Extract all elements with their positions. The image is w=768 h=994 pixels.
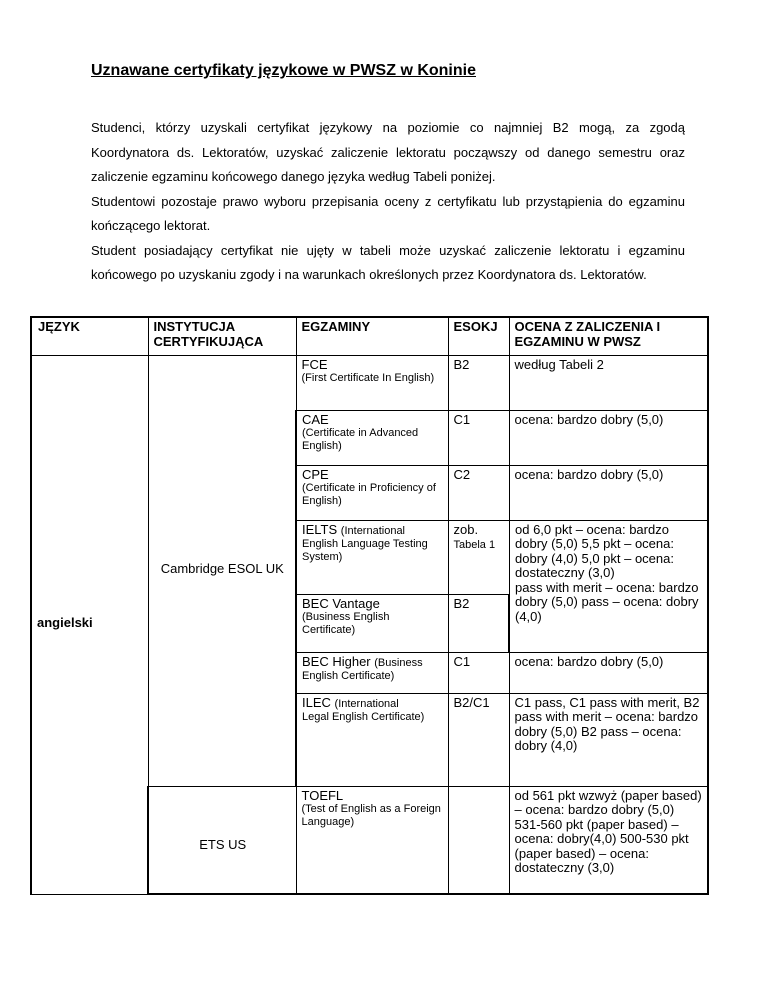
exam-name: BEC Higher xyxy=(302,653,371,669)
exam-description: (First Certificate In English) xyxy=(301,372,435,384)
grade-cell: od 561 pkt wzwyż (paper based) – ocena: bardzo dobry (5,0) 531-560 pkt (paper based) – ocena: dobry(4,0) 500-530 pkt (paper based) – ocena: dostateczny (3,0) xyxy=(509,786,708,894)
exam-description: (Business English Certificate) xyxy=(302,611,390,636)
exam-name: CAE xyxy=(302,411,329,427)
header-grade: OCENA Z ZALICZENIA I EGZAMINU W PWSZ xyxy=(509,317,708,355)
grade-cell: ocena: bardzo dobry (5,0) xyxy=(509,410,708,465)
intro-text xyxy=(91,116,685,288)
exam-name: TOEFL xyxy=(301,787,344,803)
exam-cell xyxy=(296,594,448,652)
level-value: zob. xyxy=(453,521,479,537)
level-cell: B2 xyxy=(448,594,509,652)
exam-description: (Certificate in Advanced English) xyxy=(302,427,419,452)
level-cell xyxy=(448,520,509,594)
exam-description: Legal English Certificate) xyxy=(302,711,425,723)
grade-cell: C1 pass, C1 pass with merit, B2 pass with merit – ocena: bardzo dobry (5,0) B2 pass – ocena: dobry (4,0) xyxy=(509,693,708,786)
exam-description-inline: (International xyxy=(334,697,399,710)
exam-description-inline: (Business xyxy=(374,656,423,669)
level-cell: C2 xyxy=(448,465,509,520)
grade-cell xyxy=(509,520,708,652)
certificates-table xyxy=(30,316,709,895)
intro-paragraph-3: Student posiadający certyfikat nie ujęty w tabeli może uzyskać zaliczenie lektoratu i egzaminu końcowego po uzyskaniu zgody i na warunkach określonych przez Koordynatora ds. Lektoratów. xyxy=(91,242,685,282)
intro-paragraph-1: Studenci, którzy uzyskali certyfikat językowy na poziomie co najmniej B2 mogą, za zgodą Koordynatora ds. Lektoratów, uzyskać zaliczenie lektoratu począwszy od danego semestru oraz zaliczenie egzaminu końcowego danego języka według Tabeli poniżej. xyxy=(91,120,685,184)
table-row xyxy=(31,355,708,410)
grade-cell: ocena: bardzo dobry (5,0) xyxy=(509,652,708,693)
language-cell: angielski xyxy=(31,355,148,894)
level-cell: C1 xyxy=(448,652,509,693)
exam-name: FCE xyxy=(301,356,328,372)
exam-cell xyxy=(296,410,448,465)
grade-ielts: od 6,0 pkt – ocena: bardzo dobry (5,0) 5,5 pkt – ocena: dobry (4,0) 5,0 pkt – ocena: dostateczny (3,0) xyxy=(515,521,674,580)
exam-cell xyxy=(296,355,448,410)
header-exams: EGZAMINY xyxy=(296,317,448,355)
level-cell: B2 xyxy=(448,355,509,410)
exam-description-inline: (International xyxy=(340,524,406,537)
document-title: Uznawane certyfikaty językowe w PWSZ w Koninie xyxy=(91,62,476,79)
exam-cell xyxy=(296,693,448,786)
exam-description: English Certificate) xyxy=(302,670,395,682)
exam-name: BEC Vantage xyxy=(302,595,380,611)
level-cell: C1 xyxy=(448,410,509,465)
grade-cell: ocena: bardzo dobry (5,0) xyxy=(509,465,708,520)
header-language: JĘZYK xyxy=(31,317,148,355)
level-note: Tabela 1 xyxy=(453,539,496,551)
institution-cambridge: Cambridge ESOL UK xyxy=(148,355,296,786)
exam-cell xyxy=(296,652,448,693)
exam-description: (Test of English as a Foreign Language) xyxy=(301,803,441,828)
exam-cell xyxy=(296,520,448,594)
exam-name: CPE xyxy=(302,466,329,482)
exam-name: ILEC xyxy=(302,694,331,710)
exam-cell xyxy=(296,786,448,894)
exam-description: (Certificate in Proficiency of English) xyxy=(302,482,436,507)
exam-description: English Language Testing System) xyxy=(302,538,428,563)
exam-cell xyxy=(296,465,448,520)
exam-name: IELTS xyxy=(302,521,338,537)
institution-ets: ETS US xyxy=(148,786,296,894)
level-cell xyxy=(448,786,509,894)
intro-paragraph-2: Studentowi pozostaje prawo wyboru przepisania oceny z certyfikatu lub przystąpienia do egzaminu kończącego lektorat. xyxy=(91,193,685,233)
table-header-row xyxy=(31,317,708,355)
grade-cell: według Tabeli 2 xyxy=(509,355,708,410)
header-esokj: ESOKJ xyxy=(448,317,509,355)
header-institution: INSTYTUCJA CERTYFIKUJĄCA xyxy=(148,317,296,355)
level-cell: B2/C1 xyxy=(448,693,509,786)
grade-bec-vantage: pass with merit – ocena: bardzo dobry (5,0) pass – ocena: dobry (4,0) xyxy=(515,579,699,624)
